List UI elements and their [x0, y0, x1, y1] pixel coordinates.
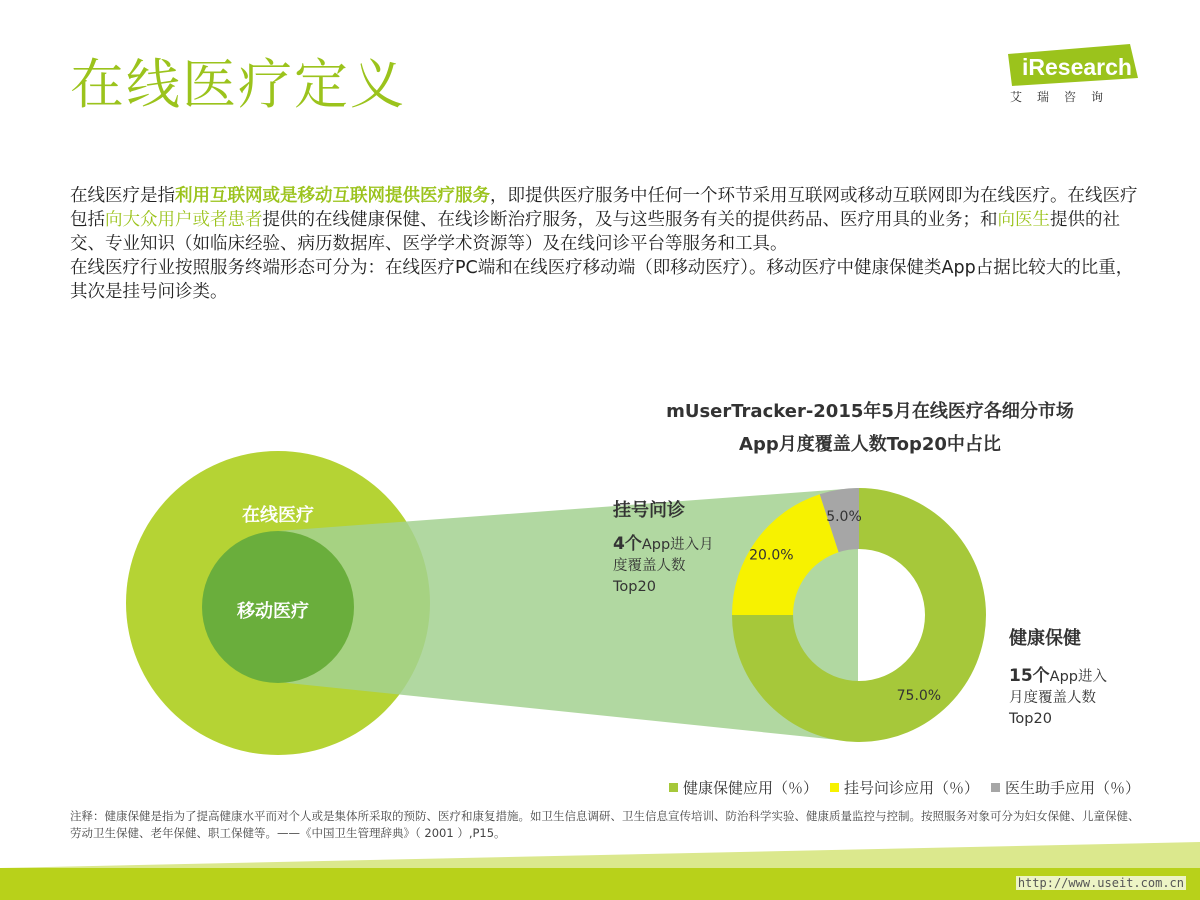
jiankang-count: 15个: [1009, 666, 1050, 686]
jiankang-text-c: Top20: [1009, 711, 1052, 727]
footnote: 注释：健康保健是指为了提高健康水平而对个人或是集体所采取的预防、医疗和康复措施。如卫生信息调研、卫生信息宣传培训、防治科学实验、健康质量监控与控制。按照服务对象可分为妇女保健、儿童保健、劳动卫生保健、老年保健、职工保健等。——《中国卫生管理辞典》（ 2001 ）,P15。: [70, 809, 1140, 840]
jiankang-text-b: 月度覆盖人数: [1009, 690, 1096, 706]
guahao-count: 4个: [613, 534, 642, 554]
para1-seg4: 提供的社交、专业知识（如临床经验、病历数据库、医学学术资源等）及在线问诊平台等服务和工具。: [70, 210, 1120, 254]
donut-label-0: 75.0%: [896, 687, 942, 704]
guahao-text-c: Top20: [613, 579, 656, 595]
legend-item-guahao: [830, 777, 979, 798]
para1-seg1: 在线医疗是指: [70, 186, 175, 206]
logo-word: iResearch: [1022, 54, 1132, 80]
chart-legend: [620, 777, 1140, 798]
legend-swatch-yisheng: [991, 783, 1000, 792]
jiankang-desc: [1009, 666, 1107, 730]
guahao-desc: [613, 534, 714, 598]
guahao-annotation: [613, 496, 714, 598]
donut-label-1: 20.0%: [749, 547, 794, 564]
donut-chart: [732, 488, 986, 742]
donut-label-2: 5.0%: [826, 509, 862, 526]
chart-title-line-1: mUserTracker-2015年5月在线医疗各细分市场: [666, 401, 1074, 422]
page-title: 在线医疗定义: [70, 53, 406, 116]
footer-url: http://www.useit.com.cn: [1017, 876, 1184, 890]
legend-label-jiankang: 健康保健应用（％）: [682, 779, 818, 797]
legend-swatch-guahao: [830, 783, 839, 792]
para1-seg3: 提供的在线健康保健、在线诊断治疗服务，及与这些服务有关的提供药品、医疗用具的业务；和: [262, 210, 998, 230]
legend-swatch-jiankang: [669, 783, 678, 792]
para1-highlight-internet: 利用互联网或是移动互联网提供医疗服务: [175, 186, 490, 206]
guahao-text-b: 度覆盖人数: [613, 558, 686, 574]
jiankang-annotation: [1009, 624, 1107, 730]
legend-item-jiankang: [669, 777, 818, 798]
jiankang-text-a: App进入: [1049, 669, 1107, 685]
guahao-title: 挂号问诊: [613, 500, 685, 521]
chart-title-line-2: App月度覆盖人数Top20中占比: [739, 434, 1001, 455]
legend-label-guahao: 挂号问诊应用（％）: [843, 779, 979, 797]
logo-subtitle: 艾瑞咨询: [1010, 90, 1119, 104]
legend-label-yisheng: 医生助手应用（％）: [1004, 779, 1140, 797]
guahao-text-a: App进入月: [641, 537, 714, 553]
para1-highlight-doctors: 向医生: [997, 210, 1050, 230]
para1-highlight-patients: 向大众用户或者患者: [105, 210, 263, 230]
jiankang-title: 健康保健: [1009, 628, 1081, 649]
paragraph-2: 在线医疗行业按照服务终端形态可分为：在线医疗PC端和在线医疗移动端（即移动医疗）。移动医疗中健康保健类App占据比较大的比重，其次是挂号问诊类。: [70, 258, 1134, 302]
para1-seg2: ，即提供医疗服务中任何一个环节采用互联网或移动互联网即为在线医疗。在线医疗包括: [70, 186, 1138, 230]
venn-inner-label: 移动医疗: [237, 601, 309, 622]
venn-outer-label: 在线医疗: [242, 505, 314, 526]
legend-item-yisheng: [991, 777, 1140, 798]
